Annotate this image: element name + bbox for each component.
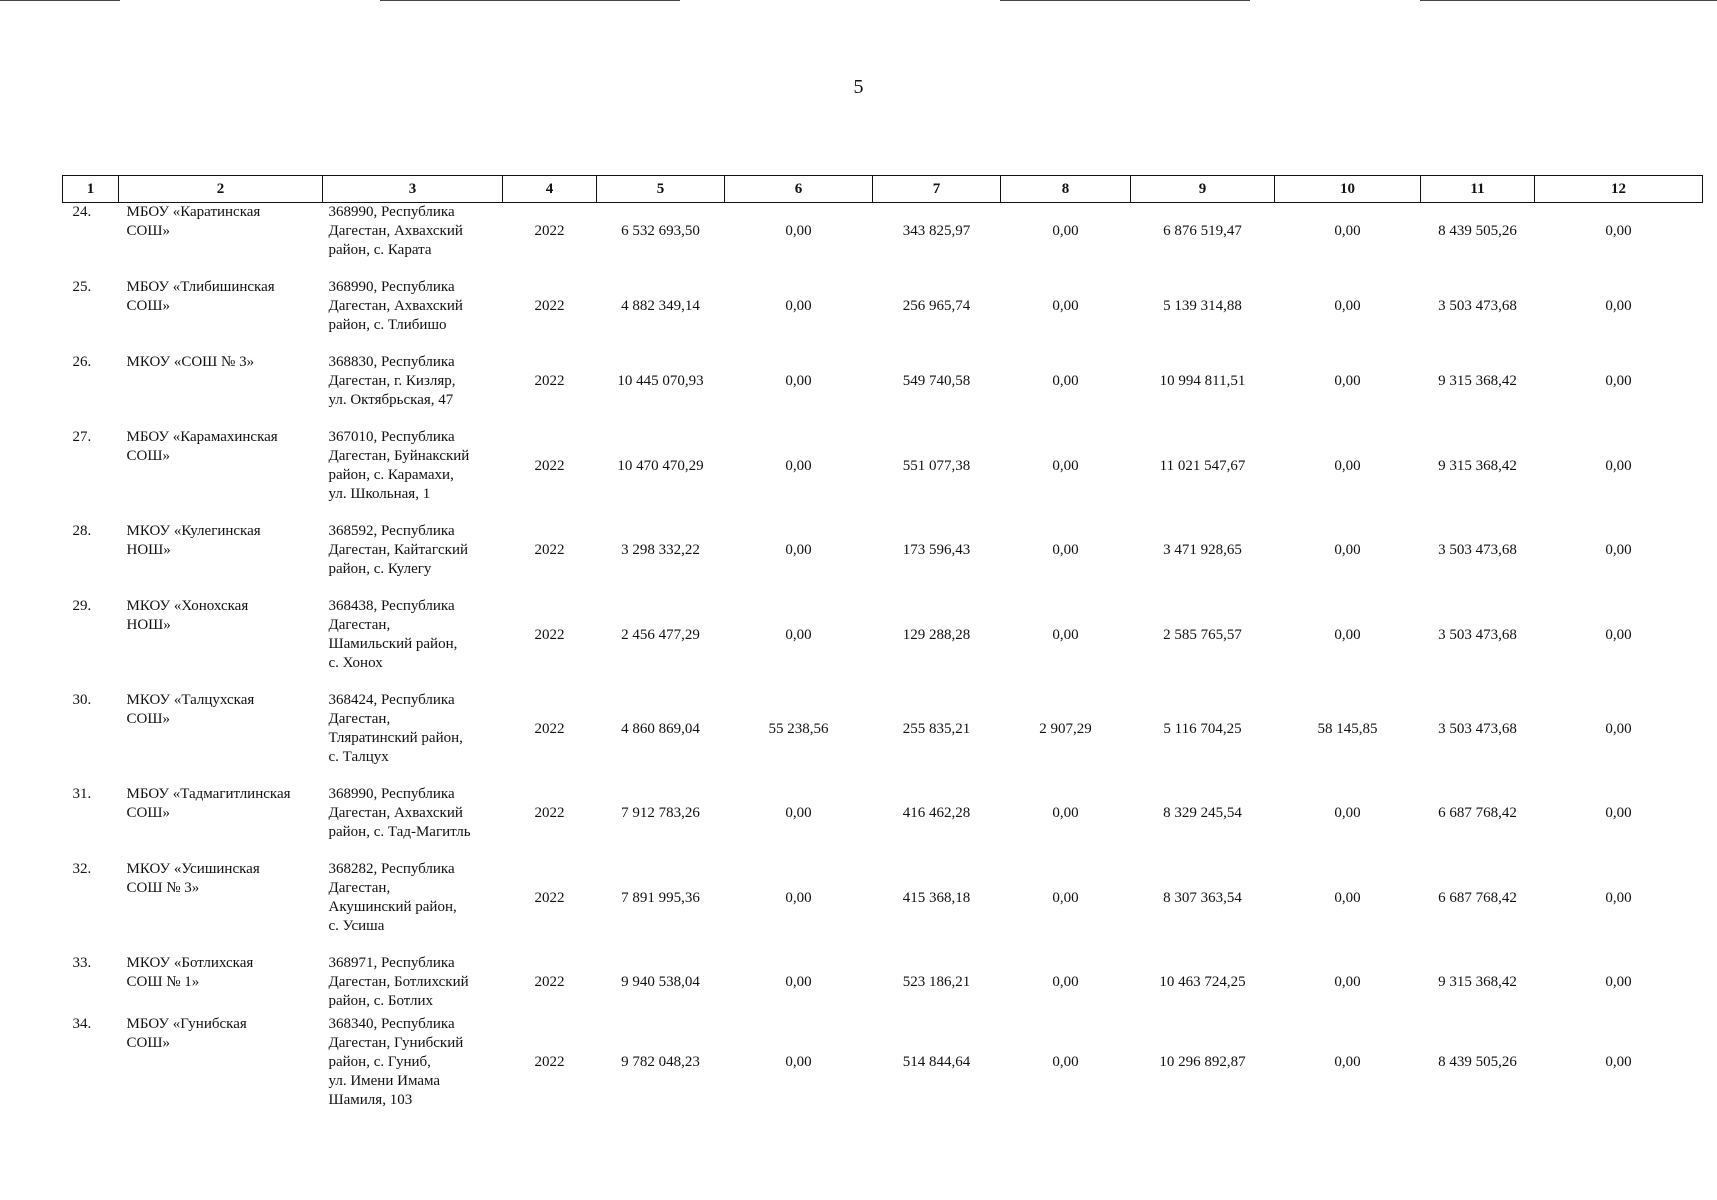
amount-cell-v10: 58 145,85: [1317, 720, 1378, 737]
amount-cell-v7: 523 186,21: [902, 974, 971, 990]
school-name: [119, 1015, 323, 1128]
school-address-line: Шамиля, 103: [328, 1092, 413, 1108]
row-number: 33.: [72, 955, 92, 971]
column-header: 4: [503, 176, 597, 203]
school-address-line: 368990, Республика: [328, 204, 455, 220]
school-name-line: МКОУ «Талцухская: [126, 692, 255, 708]
amount-cell-v12: 0,00: [1605, 974, 1632, 990]
amount-cell-v7: 551 077,38: [902, 457, 971, 474]
school-address-line: с. Талцух: [328, 749, 389, 765]
amount-cell-v5: 7 891 995,36: [621, 889, 700, 906]
amount-cell-v5: 9 940 538,04: [621, 974, 700, 990]
table-row: [63, 1015, 1703, 1128]
year-cell: 2022: [534, 373, 565, 389]
school-name: [119, 353, 323, 428]
school-name: [119, 954, 323, 1015]
amount-cell-v10: 0,00: [1334, 373, 1361, 389]
amount-cell-v6: 0,00: [785, 626, 812, 643]
school-address-line: район, с. Карата: [328, 242, 432, 258]
amount-cell-v10: 0,00: [1334, 223, 1361, 239]
amount-cell-v11: 8 439 505,26: [1438, 1054, 1517, 1070]
amount-cell-v7: 173 596,43: [902, 542, 971, 558]
school-name-line: МБОУ «Тлибишинская: [126, 279, 275, 295]
school-address-line: район, с. Ботлих: [328, 993, 433, 1009]
column-header: 1: [63, 176, 119, 203]
year-cell: 2022: [534, 542, 565, 558]
school-address-line: 368830, Республика: [328, 354, 455, 370]
school-name-line: НОШ»: [126, 542, 171, 558]
amount-cell-v7: 129 288,28: [902, 626, 971, 643]
school-name: [119, 203, 323, 279]
amount-cell-v9: 10 296 892,87: [1159, 1054, 1246, 1070]
year-cell: 2022: [534, 720, 565, 737]
school-address-line: Акушинский район,: [328, 899, 457, 915]
amount-cell-v12: 0,00: [1605, 542, 1632, 558]
amount-cell-v9: 5 139 314,88: [1163, 298, 1242, 314]
amount-cell-v6: 0,00: [785, 298, 812, 314]
school-name-line: СОШ № 1»: [126, 974, 200, 990]
school-address-line: район, с. Кулегу: [328, 561, 432, 577]
year-cell: 2022: [534, 889, 565, 906]
row-number: 29.: [72, 598, 92, 614]
school-name: [119, 278, 323, 353]
amount-cell-v6: 55 238,56: [768, 720, 829, 737]
amount-cell-v8: 0,00: [1052, 542, 1079, 558]
amount-cell-v8: 0,00: [1052, 298, 1079, 314]
amount-cell-v7: 256 965,74: [902, 298, 971, 314]
school-address: [323, 278, 503, 353]
scan-edge-line: [380, 0, 680, 1]
amount-cell-v8: 0,00: [1052, 626, 1079, 643]
school-name-line: МКОУ «СОШ № 3»: [126, 354, 255, 370]
school-address-line: 368990, Республика: [328, 279, 455, 295]
amount-cell-v7: 255 835,21: [902, 720, 971, 737]
school-address-line: ул. Школьная, 1: [328, 486, 431, 502]
school-name-line: МКОУ «Ботлихская: [126, 955, 254, 971]
amount-cell-v10: 0,00: [1334, 1054, 1361, 1070]
school-address-line: Дагестан,: [328, 880, 391, 896]
column-header: 9: [1131, 176, 1275, 203]
scan-edge-line: [0, 0, 120, 1]
school-name-line: МКОУ «Усишинская: [126, 861, 260, 877]
amount-cell-v11: 9 315 368,42: [1438, 974, 1517, 990]
school-name: [119, 597, 323, 691]
row-number: 31.: [72, 786, 92, 802]
school-address: [323, 353, 503, 428]
amount-cell-v5: 3 298 332,22: [621, 542, 700, 558]
table-row: [63, 597, 1703, 691]
school-name-line: СОШ»: [126, 1035, 170, 1051]
column-header: 11: [1421, 176, 1535, 203]
amount-cell-v11: 3 503 473,68: [1438, 542, 1517, 558]
amount-cell-v6: 0,00: [785, 974, 812, 990]
column-header: 6: [725, 176, 873, 203]
school-address-line: 368282, Республика: [328, 861, 455, 877]
school-address-line: 368340, Республика: [328, 1016, 455, 1032]
amount-cell-v10: 0,00: [1334, 974, 1361, 990]
amount-cell-v11: 6 687 768,42: [1438, 805, 1517, 821]
school-address-line: Дагестан, г. Кизляр,: [328, 373, 456, 389]
scan-edge-line: [1000, 0, 1250, 1]
school-name-line: МБОУ «Гунибская: [126, 1016, 247, 1032]
school-name: [119, 860, 323, 954]
amount-cell-v5: 2 456 477,29: [621, 626, 700, 643]
school-address-line: район, с. Тлибишо: [328, 317, 447, 333]
amount-cell-v5: 7 912 783,26: [621, 805, 700, 821]
amount-cell-v9: 8 307 363,54: [1163, 889, 1242, 906]
amount-cell-v11: 3 503 473,68: [1438, 626, 1517, 643]
year-cell: 2022: [534, 457, 565, 474]
school-address: [323, 1015, 503, 1128]
column-header: 3: [323, 176, 503, 203]
amount-cell-v8: 0,00: [1052, 373, 1079, 389]
amount-cell-v11: 9 315 368,42: [1438, 457, 1517, 474]
school-address-line: ул. Имени Имама: [328, 1073, 441, 1089]
year-cell: 2022: [534, 298, 565, 314]
amount-cell-v5: 9 782 048,23: [621, 1054, 700, 1070]
school-name-line: СОШ»: [126, 805, 170, 821]
row-number: 27.: [72, 429, 92, 445]
column-header: 7: [873, 176, 1001, 203]
column-header: 2: [119, 176, 323, 203]
amount-cell-v9: 5 116 704,25: [1163, 720, 1242, 737]
table-body: [63, 203, 1703, 1129]
school-address-line: район, с. Гуниб,: [328, 1054, 431, 1070]
amount-cell-v10: 0,00: [1334, 805, 1361, 821]
school-address-line: Дагестан, Ахвахский: [328, 298, 463, 314]
school-address-line: Дагестан, Буйнакский: [328, 448, 470, 464]
amount-cell-v10: 0,00: [1334, 889, 1361, 906]
school-name-line: СОШ»: [126, 298, 170, 314]
table-row: [63, 954, 1703, 1015]
amount-cell-v5: 10 445 070,93: [617, 373, 704, 389]
amount-cell-v9: 10 994 811,51: [1159, 373, 1246, 389]
school-address-line: 368990, Республика: [328, 786, 455, 802]
amount-cell-v12: 0,00: [1605, 457, 1632, 474]
row-number: 30.: [72, 692, 92, 708]
table-row: [63, 860, 1703, 954]
row-number: 32.: [72, 861, 92, 877]
table-row: [63, 203, 1703, 279]
school-address-line: Дагестан, Кайтагский: [328, 542, 468, 558]
school-name: [119, 691, 323, 785]
scan-edge-line: [1420, 0, 1717, 1]
school-address: [323, 203, 503, 279]
amount-cell-v10: 0,00: [1334, 542, 1361, 558]
school-address: [323, 691, 503, 785]
year-cell: 2022: [534, 974, 565, 990]
school-address: [323, 860, 503, 954]
school-address-line: ул. Октябрьская, 47: [328, 392, 454, 408]
amount-cell-v12: 0,00: [1605, 626, 1632, 643]
row-number: 34.: [72, 1016, 92, 1032]
amount-cell-v12: 0,00: [1605, 889, 1632, 906]
school-address: [323, 597, 503, 691]
school-address-line: Шамильский район,: [328, 636, 458, 652]
amount-cell-v6: 0,00: [785, 457, 812, 474]
amount-cell-v7: 514 844,64: [902, 1054, 971, 1070]
row-number: 28.: [72, 523, 92, 539]
school-address: [323, 428, 503, 522]
amount-cell-v7: 415 368,18: [902, 889, 971, 906]
amount-cell-v8: 0,00: [1052, 1054, 1079, 1070]
amount-cell-v6: 0,00: [785, 223, 812, 239]
school-name-line: СОШ»: [126, 711, 170, 727]
school-address: [323, 954, 503, 1015]
school-name-line: НОШ»: [126, 617, 171, 633]
school-name: [119, 522, 323, 597]
amount-cell-v5: 10 470 470,29: [617, 457, 704, 474]
column-header: 8: [1001, 176, 1131, 203]
amount-cell-v8: 0,00: [1052, 974, 1079, 990]
school-address-line: 368438, Республика: [328, 598, 455, 614]
amount-cell-v12: 0,00: [1605, 373, 1632, 389]
amount-cell-v8: 0,00: [1052, 805, 1079, 821]
column-header: 12: [1535, 176, 1703, 203]
amount-cell-v7: 343 825,97: [902, 223, 971, 239]
amount-cell-v9: 2 585 765,57: [1163, 626, 1242, 643]
school-name-line: МКОУ «Хонохская: [126, 598, 249, 614]
school-name-line: СОШ»: [126, 448, 170, 464]
amount-cell-v6: 0,00: [785, 889, 812, 906]
amount-cell-v9: 3 471 928,65: [1163, 542, 1242, 558]
amount-cell-v12: 0,00: [1605, 1054, 1632, 1070]
year-cell: 2022: [534, 1054, 565, 1070]
amount-cell-v11: 9 315 368,42: [1438, 373, 1517, 389]
school-address-line: 368971, Республика: [328, 955, 455, 971]
school-address-line: Дагестан, Ахвахский: [328, 223, 463, 239]
amount-cell-v11: 3 503 473,68: [1438, 720, 1517, 737]
school-address-line: Дагестан,: [328, 711, 391, 727]
amount-cell-v11: 3 503 473,68: [1438, 298, 1517, 314]
table-row: [63, 785, 1703, 860]
amount-cell-v8: 0,00: [1052, 457, 1079, 474]
amount-cell-v8: 2 907,29: [1039, 720, 1092, 737]
school-address-line: с. Хонох: [328, 655, 383, 671]
school-address: [323, 785, 503, 860]
year-cell: 2022: [534, 626, 565, 643]
column-number-header-row: [63, 176, 1703, 203]
year-cell: 2022: [534, 805, 565, 821]
amount-cell-v11: 8 439 505,26: [1438, 223, 1517, 239]
table-row: [63, 428, 1703, 522]
amount-cell-v12: 0,00: [1605, 298, 1632, 314]
row-number: 24.: [72, 204, 92, 220]
school-address-line: Дагестан, Гунибский: [328, 1035, 464, 1051]
school-name-line: МБОУ «Карамахинская: [126, 429, 278, 445]
amount-cell-v7: 549 740,58: [902, 373, 971, 389]
amount-cell-v7: 416 462,28: [902, 805, 971, 821]
school-name-line: СОШ»: [126, 223, 170, 239]
school-address: [323, 522, 503, 597]
table-row: [63, 522, 1703, 597]
amount-cell-v6: 0,00: [785, 1054, 812, 1070]
amount-cell-v5: 6 532 693,50: [621, 223, 700, 239]
amount-cell-v9: 8 329 245,54: [1163, 805, 1242, 821]
school-name-line: СОШ № 3»: [126, 880, 200, 896]
table-row: [63, 353, 1703, 428]
schools-funding-table: [62, 175, 1703, 1128]
amount-cell-v9: 11 021 547,67: [1159, 457, 1246, 474]
school-address-line: Дагестан,: [328, 617, 391, 633]
amount-cell-v10: 0,00: [1334, 298, 1361, 314]
table-row: [63, 691, 1703, 785]
data-table-container: [62, 175, 1702, 1128]
school-address-line: Тляратинский район,: [328, 730, 463, 746]
school-name: [119, 785, 323, 860]
school-address-line: Дагестан, Ахвахский: [328, 805, 463, 821]
amount-cell-v8: 0,00: [1052, 889, 1079, 906]
page-number: 5: [853, 76, 864, 98]
amount-cell-v11: 6 687 768,42: [1438, 889, 1517, 906]
amount-cell-v12: 0,00: [1605, 805, 1632, 821]
amount-cell-v5: 4 860 869,04: [621, 720, 700, 737]
school-address-line: 367010, Республика: [328, 429, 455, 445]
school-address-line: Дагестан, Ботлихский: [328, 974, 469, 990]
amount-cell-v8: 0,00: [1052, 223, 1079, 239]
row-number: 26.: [72, 354, 92, 370]
school-name-line: МКОУ «Кулегинская: [126, 523, 261, 539]
amount-cell-v6: 0,00: [785, 542, 812, 558]
school-address-line: с. Усиша: [328, 918, 385, 934]
school-address-line: 368592, Республика: [328, 523, 455, 539]
school-name-line: МБОУ «Тадмагитлинская: [126, 786, 291, 802]
amount-cell-v5: 4 882 349,14: [621, 298, 700, 314]
amount-cell-v12: 0,00: [1605, 223, 1632, 239]
amount-cell-v9: 6 876 519,47: [1163, 223, 1242, 239]
school-name: [119, 428, 323, 522]
amount-cell-v6: 0,00: [785, 373, 812, 389]
school-address-line: район, с. Тад-Магитль: [328, 824, 471, 840]
amount-cell-v6: 0,00: [785, 805, 812, 821]
column-header: 5: [597, 176, 725, 203]
column-header: 10: [1275, 176, 1421, 203]
amount-cell-v9: 10 463 724,25: [1159, 974, 1246, 990]
school-name-line: МБОУ «Каратинская: [126, 204, 261, 220]
amount-cell-v10: 0,00: [1334, 457, 1361, 474]
amount-cell-v12: 0,00: [1605, 720, 1632, 737]
table-row: [63, 278, 1703, 353]
year-cell: 2022: [534, 223, 565, 239]
row-number: 25.: [72, 279, 92, 295]
school-address-line: 368424, Республика: [328, 692, 455, 708]
amount-cell-v10: 0,00: [1334, 626, 1361, 643]
school-address-line: район, с. Карамахи,: [328, 467, 454, 483]
